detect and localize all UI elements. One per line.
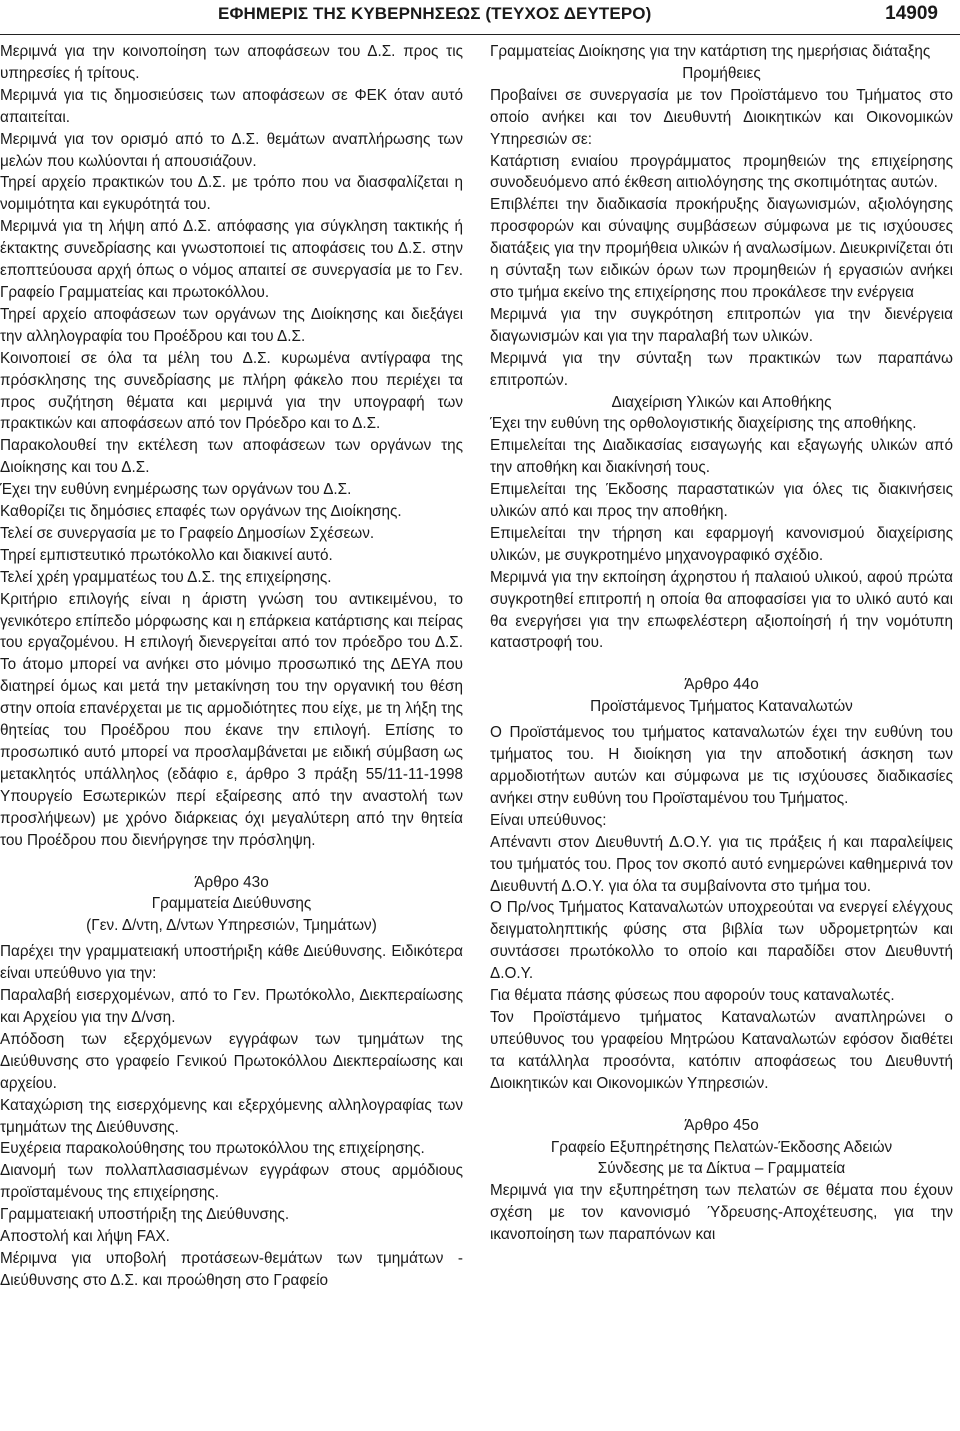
paragraph: Διανομή των πολλαπλασιασμένων εγγράφων στους αρμόδιους προϊσταμένους της επιχείρησης. (0, 1162, 463, 1202)
paragraph: Καθορίζει τις δημόσιες επαφές των οργάνων της Διοίκησης. (0, 503, 402, 521)
paragraph: Έχει την ευθύνη ενημέρωσης των οργάνων του Δ.Σ. (0, 481, 352, 499)
article-45-title-line-1: Γραφείο Εξυπηρέτησης Πελατών-Έκδοσης Αδειών (550, 1138, 893, 1156)
paragraph: Μεριμνά για την κοινοποίηση των αποφάσεων του Δ.Σ. προς τις υπηρεσίες ή τρίτους. (0, 43, 463, 82)
paragraph: Επιμελείται της Έκδοσης παραστατικών για όλες τις διακινήσεις υλικών από και προς την αποθήκη. (490, 481, 953, 521)
article-43-subtitle: (Γεν. Δ/ντη, Δ/ντων Υπηρεσιών, Τμημάτων) (86, 917, 377, 935)
page-number: 14909 (885, 3, 938, 24)
article-43-heading: Άρθρο 43ο (194, 873, 269, 891)
article-45-paragraphs (490, 1180, 953, 1246)
paragraph: Επιμελείται την τήρηση και εφαρμογή κανονισμού διαχείρισης υλικών, με συγκροτημένο μηχανογραφικό σχέδιο. (490, 524, 953, 564)
paragraph: Κριτήριο επιλογής είναι η άριστη γνώση του αντικειμένου, το γενικότερο επίπεδο μόρφωσης και η επάρκεια κατάρτισης και πείρας του εργαζομένου. Η επιλογή διενεργείται από τον πρόεδρο του Δ.Σ. Το άτομο μπορεί να ανήκει στο μόνιμο προσωπικό της ΔΕΥΑ που διατηρεί όμως και μετά την μετακίνηση του την οργανική του θέση στην οποία επανέρχεται με τις αρμοδιότητες που είχε, με τη λήξη της θητείας του Προέδρου που έκανε την επιλογή. Επίσης το προσωπικό αυτό μπορεί να προσλαμβάνεται με ειδική σύμβαση ως μετακλητός υπάλληλος (εδάφιο ε, άρθρο 3 πράξη 55/11-11-1998 Υπουργείο Εσωτερικών περί εξαίρεσης από την αναστολή των προσλήψεων) με χρόνο διάρκειας όχι μεγαλύτερη από την θητεία του Προέδρου που διενήργησε την πρόσληψη. (0, 590, 463, 849)
paragraph: Γραμματειακή υποστήριξη της Διεύθυνσης. (0, 1206, 290, 1224)
paragraph: Τελεί σε συνεργασία με το Γραφείο Δημοσίων Σχέσεων. (0, 524, 375, 542)
procurement-heading: Προμήθειες (682, 64, 761, 82)
paragraph: Μεριμνά για την σύνταξη των πρακτικών των παραπάνω επιτροπών. (490, 349, 953, 389)
right-column (490, 41, 953, 1246)
paragraph: Επιβλέπει την διαδικασία προκήρυξης διαγωνισμών, αξιολόγησης προσφορών και σύναψης συμβάσεων σύμφωνα με τις ισχύουσες διατάξεις για την προμήθεια υλικών ή αναλωσίμων. Διευκρινίζεται ότι η σύνταξη των ειδικών όρων των προμηθειών ή εργασιών ανήκει στο τμήμα εκείνο της επιχείρησης που προκάλεσε την ενέργεια (490, 196, 953, 301)
paragraph: Γραμματείας Διοίκησης για την κατάρτιση της ημερήσιας διάταξης (490, 43, 931, 60)
paragraph: Παραλαβή εισερχομένων, από το Γεν. Πρωτόκολλο, Διεκπεραίωσης και Αρχείου για την Δ/νση. (0, 987, 463, 1026)
paragraph: Καταχώριση της εισερχόμενης και εξερχόμενης αλληλογραφίας των τμημάτων της Διεύθυνσης. (0, 1096, 463, 1136)
paragraph: Είναι υπεύθυνος: (490, 811, 607, 829)
paragraph: Κατάρτιση ενιαίου προγράμματος προμηθειών της επιχείρησης συνοδευόμενο από έκθεση αιτιολόγησης της σκοπιμότητας αυτών. (490, 152, 953, 192)
materials-heading: Διαχείριση Υλικών και Αποθήκης (611, 393, 832, 411)
paragraph: Μεριμνά για την εξυπηρέτηση των πελατών σε θέματα που έχουν σχέση με τον κανονισμό Ύδρευσης-Αποχέτευσης, για την ικανοποίηση των παραπόνων και (490, 1182, 953, 1244)
spacer (490, 654, 953, 674)
article-43-paragraphs (0, 941, 463, 1292)
paragraph: Τον Προϊστάμενο τμήματος Καταναλωτών αναπληρώνει ο υπεύθυνος του γραφείου Μητρώου Καταναλωτών εφόσον διαθέτει τα κατάλληλα προσόντα, κατόπιν αποφάσεως του Διευθυντή Διοικητικών και Οικονομικών Υπηρεσιών. (490, 1008, 953, 1092)
paragraph: Απόδοση των εξερχόμενων εγγράφων των τμημάτων της Διεύθυνσης στο γραφείο Γενικού Πρωτοκόλλου Διεκπεραίωσης και αρχείου. (0, 1030, 463, 1092)
paragraph: Έχει την ευθύνη της ορθολογιστικής διαχείρισης της αποθήκης. (490, 415, 917, 433)
spacer (490, 1095, 953, 1115)
article-43-title: Γραμματεία Διεύθυνσης (151, 895, 312, 913)
paragraph: Τηρεί αρχείο πρακτικών του Δ.Σ. με τρόπο που να διασφαλίζεται η νομιμότητα και εγκυρότητά του. (0, 174, 463, 214)
paragraph: Ευχέρεια παρακολούθησης του πρωτοκόλλου της επιχείρησης. (0, 1140, 425, 1158)
paragraph: Τηρεί εμπιστευτικό πρωτόκολλο και διακινεί αυτό. (0, 546, 333, 564)
paragraph: Μεριμνά για τη λήψη από Δ.Σ. απόφασης για σύγκληση τακτικής ή έκτακτης συνεδρίασης και γνωστοποιεί τις αποφάσεις του Δ.Σ. στην εποπτεύουσα αρχή όπως ο νόμος απαιτεί σε συνεργασία με το Γεν. Γραφείο Γραμματείας και πρωτοκόλλου. (0, 218, 463, 301)
paragraph: Τελεί χρέη γραμματέως του Δ.Σ. της επιχείρησης. (0, 568, 332, 586)
article-44-title: Προϊστάμενος Τμήματος Καταναλωτών (590, 698, 853, 716)
paragraph: Επιμελείται της Διαδικασίας εισαγωγής και εξαγωγής υλικών από την αποθήκη και διακίνησή τους. (490, 437, 953, 477)
article-44-paragraphs (490, 722, 953, 1094)
article-44-heading: Άρθρο 44ο (684, 676, 759, 694)
paragraph: Απέναντι στον Διευθυντή Δ.Ο.Υ. για τις πράξεις ή και παραλείψεις του τμήματός του. Προς τον σκοπό αυτό ενημερώνει καθημερινά τον Διευθυντή Δ.Ο.Υ. για όλα τα συμβαίνοντα στο τμήμα του. (490, 833, 953, 895)
paragraph: Παρακολουθεί την εκτέλεση των αποφάσεων των οργάνων της Διοίκησης και του Δ.Σ. (0, 437, 463, 477)
paragraph: Μεριμνά για τις δημοσιεύσεις των αποφάσεων σε ΦΕΚ όταν αυτό απαιτείται. (0, 86, 463, 126)
paragraph: Μεριμνά για τον ορισμό από το Δ.Σ. θεμάτων αναπλήρωσης των μελών που κωλύονται ή απουσιάζουν. (0, 130, 463, 170)
left-column (0, 41, 463, 1292)
paragraph: Κοινοποιεί σε όλα τα μέλη του Δ.Σ. κυρωμένα αντίγραφα της πρόσκλησης της συνεδρίασης με πλήρη φάκελο που περιέχει τα προς συζήτηση θέματα και μεριμνά για την υπογραφή των πρακτικών και αποφάσεων από τον Πρόεδρο και το Δ.Σ. (0, 349, 463, 433)
paragraph: Παρέχει την γραμματειακή υποστήριξη κάθε Διεύθυνσης. Ειδικότερα είναι υπεύθυνο για την: (0, 943, 463, 983)
paragraph: Μέριμνα για υποβολή προτάσεων-θεμάτων των τμημάτων - Διεύθυνσης στο Δ.Σ. και προώθηση στο Γραφείο (0, 1249, 463, 1289)
materials-paragraphs (490, 413, 953, 654)
right-intro-paragraphs (490, 41, 953, 63)
paragraph: Ο Πρ/νος Τμήματος Καταναλωτών υποχρεούται να ενεργεί ελέγχους δειγματοληπτικής φύσης στα βιβλία των υδρομετρητών και συντάσσει πρωτόκολλο το οποίο και παραδίδει στον Διευθυντή Δ.Ο.Υ. (490, 899, 953, 983)
procurement-paragraphs (490, 85, 953, 392)
paragraph: Προβαίνει σε συνεργασία με τον Προϊστάμενο του Τμήματος στο οποίο ανήκει και τον Διευθυντή Διοικητικών και Οικονομικών Υπηρεσιών σε: (490, 86, 953, 148)
paragraph: Ο Προϊστάμενος του τμήματος καταναλωτών έχει την ευθύνη του τμήματος του. Η διοίκηση για την αποδοτική άσκηση των αρμοδιοτήτων αυτών και σύμφωνα με τις ισχύουσες διαδικασίες ανήκει στην ευθύνη του Προϊσταμένου του Τμήματος. (490, 724, 953, 807)
page-header (0, 0, 960, 35)
paragraph: Μεριμνά για την συγκρότηση επιτροπών για την διενέργεια διαγωνισμών και για την παραλαβή των υλικών. (490, 305, 953, 345)
article-45-heading: Άρθρο 45ο (684, 1116, 759, 1134)
left-paragraphs (0, 41, 463, 852)
paragraph: Μεριμνά για την εκποίηση άχρηστου ή παλαιού υλικού, αφού πρώτα συγκροτηθεί επιτροπή η οποία θα αποφασίσει για το υλικό αυτό και θα ενεργήσει για την επωφελέστερη αξιοποίησή ή την νομότυπη καταστροφή του. (490, 568, 953, 652)
gazette-title: ΕΦΗΜΕΡΙΣ ΤΗΣ ΚΥΒΕΡΝΗΣΕΩΣ (ΤΕΥΧΟΣ ΔΕΥΤΕΡΟ) (218, 4, 652, 23)
spacer (0, 852, 463, 872)
paragraph: Αποστολή και λήψη FAX. (0, 1228, 170, 1246)
paragraph: Τηρεί αρχείο αποφάσεων των οργάνων της Διοίκησης και διεξάγει την αλληλογραφία του Προέδρου και του Δ.Σ. (0, 305, 463, 345)
article-45-title-line-2: Σύνδεσης με τα Δίκτυα – Γραμματεία (597, 1160, 846, 1178)
paragraph: Για θέματα πάσης φύσεως που αφορούν τους καταναλωτές. (490, 987, 895, 1005)
